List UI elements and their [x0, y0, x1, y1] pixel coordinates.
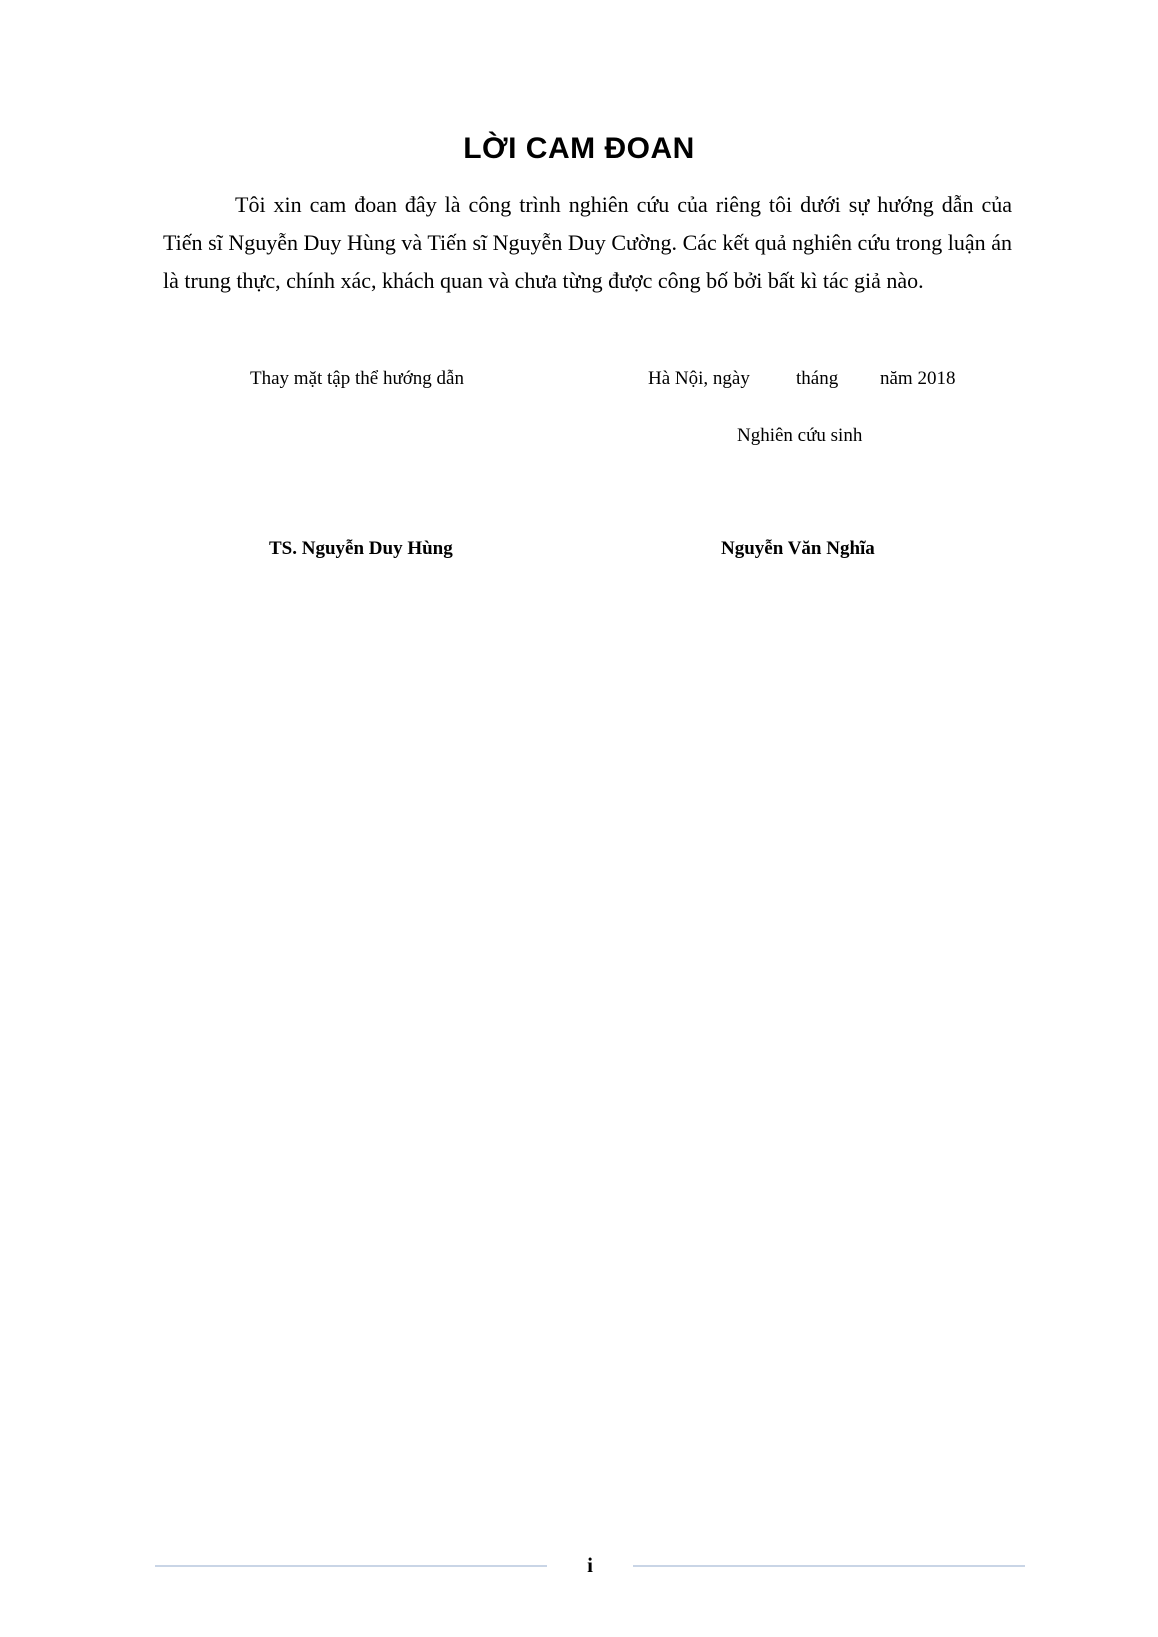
- page-title: LỜI CAM ĐOAN: [463, 132, 695, 165]
- footer-rule-right: [633, 1565, 1025, 1567]
- page-number: i: [587, 1553, 593, 1577]
- date-year: năm 2018: [880, 368, 956, 389]
- date-month: tháng: [796, 368, 839, 389]
- student-heading: Nghiên cứu sinh: [737, 425, 863, 446]
- declaration-paragraph: Tôi xin cam đoan đây là công trình nghiên cứu của riêng tôi dưới sự hướng dẫn của Tiến sĩ Nguyễn Duy Hùng và Tiến sĩ Nguyễn Duy Cường. Các kết quả nghiên cứu trong luận án là trung thực, chính xác, khách quan và chưa từng được công bố bởi bất kì tác giả nào.: [163, 192, 1012, 293]
- footer-rule-left: [155, 1565, 547, 1567]
- student-name: Nguyễn Văn Nghĩa: [721, 538, 875, 559]
- supervisor-name: TS. Nguyễn Duy Hùng: [269, 538, 453, 559]
- supervisor-heading: Thay mặt tập thể hướng dẫn: [250, 368, 464, 389]
- date-place: Hà Nội, ngày: [648, 368, 750, 389]
